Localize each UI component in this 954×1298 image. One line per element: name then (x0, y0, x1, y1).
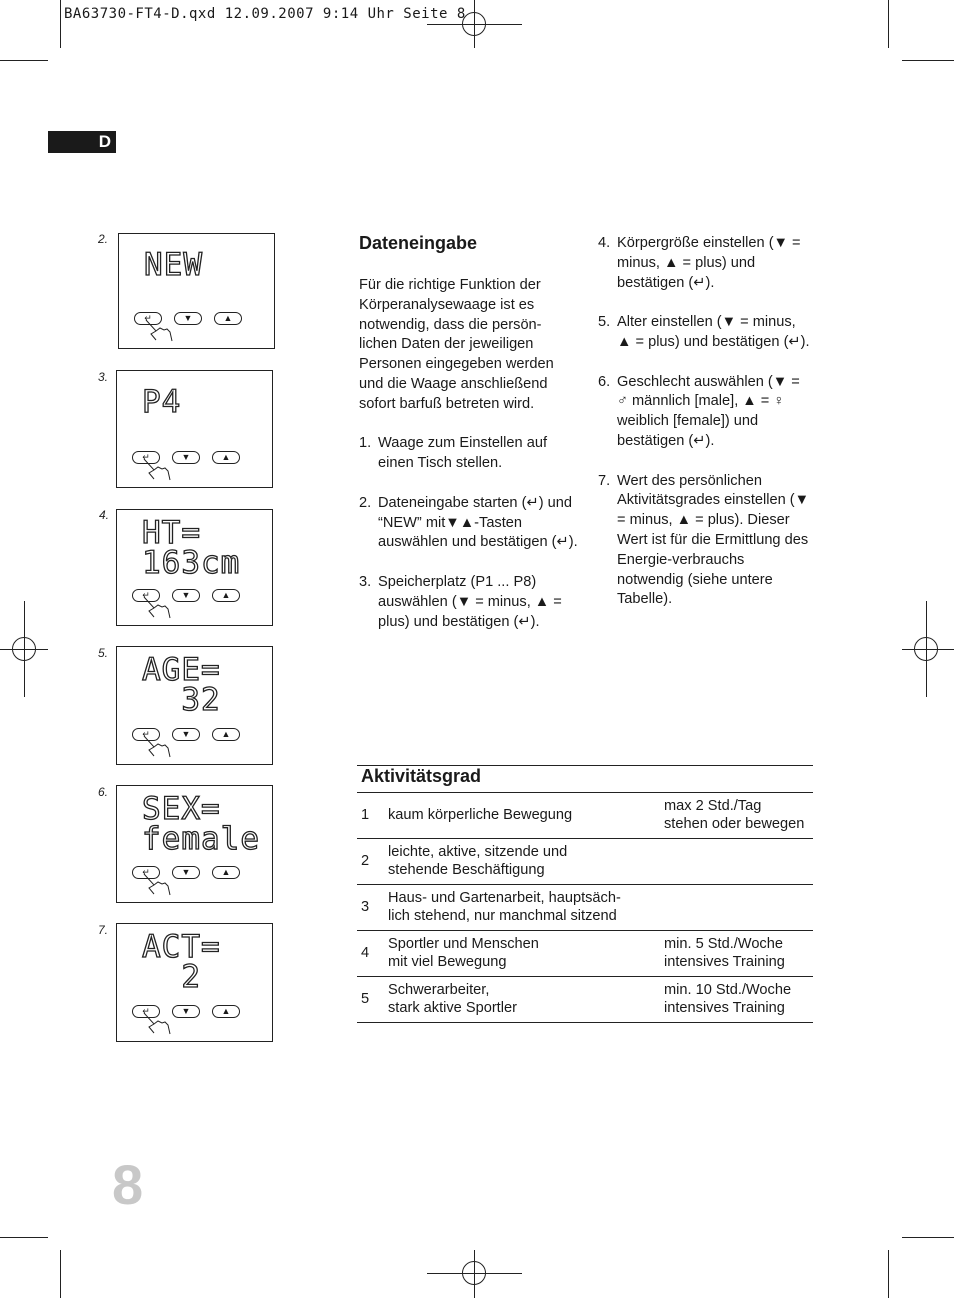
table-row (357, 977, 813, 1023)
instruction-number: 5. (598, 314, 611, 331)
instruction-number: 7. (598, 472, 611, 489)
triangle-down-icon: ▼ (181, 590, 191, 600)
down-button (172, 866, 200, 879)
enter-arrow-icon: ↵ (142, 867, 150, 877)
triangle-down-icon: ▼ (181, 452, 191, 462)
enter-arrow-icon: ↵ (142, 1006, 150, 1016)
instruction-number: 1. (359, 435, 372, 452)
instruction-step (359, 494, 579, 553)
instruction-text: Speicherplatz (P1 ... P8) auswählen (▼ = minus, ▲ = plus) und bestätigen (↵). (378, 573, 562, 630)
pointing-hand-icon (140, 593, 174, 619)
step-number: 2. (98, 232, 109, 246)
pointing-hand-icon (142, 316, 176, 342)
page-number: 8 (112, 1153, 144, 1216)
registration-mark (462, 1261, 486, 1285)
enter-arrow-icon: ↵ (142, 729, 150, 739)
scale-display-panel (116, 785, 273, 903)
instruction-step (598, 234, 813, 293)
scale-buttons (134, 312, 250, 328)
activity-description: leichte, aktive, sitzende und stehende Beschäftigung (388, 844, 568, 878)
instruction-text: Waage zum Einstellen auf einen Tisch stellen. (378, 435, 547, 472)
pointing-hand-icon (140, 1009, 174, 1035)
lcd-readout: ACT= 2 (142, 929, 221, 995)
activity-note: max 2 Std./Tag stehen oder bewegen (664, 798, 805, 832)
step-number: 5. (98, 646, 109, 660)
scale-display-panel (116, 923, 273, 1042)
step-number: 7. (98, 923, 109, 937)
crop-mark (902, 60, 954, 61)
lcd-readout: SEX= female (142, 791, 260, 857)
down-button (172, 589, 200, 602)
down-button (174, 312, 202, 325)
instruction-text: Dateneingabe starten (↵) und “NEW” mit▼▲-Tasten auswählen und bestätigen (↵). (378, 494, 578, 551)
scale-buttons (132, 866, 248, 882)
triangle-up-icon: ▲ (221, 867, 231, 877)
registration-mark (12, 637, 36, 661)
instruction-number: 2. (359, 494, 372, 511)
crop-mark (60, 1250, 61, 1298)
activity-level: 1 (361, 807, 370, 823)
triangle-up-icon: ▲ (221, 1006, 231, 1016)
triangle-up-icon: ▲ (223, 313, 233, 323)
down-button (172, 728, 200, 741)
scale-display-panel (116, 509, 273, 626)
scale-buttons (132, 451, 248, 467)
down-button (172, 451, 200, 464)
triangle-up-icon: ▲ (221, 452, 231, 462)
activity-level: 5 (361, 991, 370, 1007)
step-number: 3. (98, 370, 109, 384)
activity-note: min. 5 Std./Woche intensives Training (664, 936, 785, 970)
scale-display-panel (118, 233, 275, 349)
activity-level: 2 (361, 853, 370, 869)
up-button (212, 1005, 240, 1018)
intro-text: Für die richtige Funktion der Körperanalysewaage ist es notwendig, dass die persön-lichen Daten der jeweiligen Personen eingegeben werden und die Waage anschließend sofort barfuß betreten wird. (359, 277, 554, 412)
activity-description: Sportler und Menschen mit viel Bewegung (388, 936, 539, 970)
step-number: 4. (99, 508, 110, 522)
lcd-readout: AGE= 32 (142, 652, 221, 718)
enter-arrow-icon: ↵ (142, 590, 150, 600)
lcd-readout: NEW (144, 247, 203, 283)
triangle-down-icon: ▼ (181, 1006, 191, 1016)
table-row (357, 931, 813, 977)
activity-description: Haus- und Gartenarbeit, hauptsäch- lich stehend, nur manchmal sitzend (388, 890, 621, 924)
registration-mark (914, 637, 938, 661)
up-button (212, 589, 240, 602)
table-title: Aktivitätsgrad (361, 766, 482, 786)
pointing-hand-icon (140, 732, 174, 758)
instruction-text: Alter einstellen (▼ = minus, ▲ = plus) und bestätigen (↵). (617, 314, 810, 350)
instruction-step (359, 434, 579, 474)
crop-mark (902, 1237, 954, 1238)
triangle-up-icon: ▲ (221, 729, 231, 739)
text-column-right (598, 234, 813, 630)
step-number: 6. (98, 785, 109, 799)
up-button (212, 451, 240, 464)
crop-mark (0, 60, 48, 61)
up-button (212, 728, 240, 741)
crop-mark (888, 0, 889, 48)
pointing-hand-icon (140, 455, 174, 481)
enter-arrow-icon: ↵ (142, 452, 150, 462)
activity-table (357, 792, 813, 1023)
pointing-hand-icon (140, 870, 174, 896)
up-button (214, 312, 242, 325)
up-button (212, 866, 240, 879)
scale-buttons (132, 1005, 248, 1021)
lcd-readout: HT= 163cm (142, 515, 241, 581)
triangle-down-icon: ▼ (181, 729, 191, 739)
activity-level: 3 (361, 899, 370, 915)
instruction-step (598, 472, 813, 611)
instruction-step (598, 373, 813, 452)
activity-description: kaum körperliche Bewegung (388, 807, 573, 823)
scale-display-panel (116, 646, 273, 765)
triangle-down-icon: ▼ (183, 313, 193, 323)
instruction-number: 6. (598, 373, 611, 390)
table-row (357, 839, 813, 885)
instruction-step (598, 313, 813, 353)
language-tab: D (48, 131, 116, 153)
down-button (172, 1005, 200, 1018)
instruction-step (359, 573, 579, 632)
table-row (357, 885, 813, 931)
lcd-readout: P4 (142, 384, 182, 420)
triangle-down-icon: ▼ (181, 867, 191, 877)
triangle-up-icon: ▲ (221, 590, 231, 600)
instruction-number: 3. (359, 573, 372, 590)
section-title: Dateneingabe (359, 233, 478, 253)
table-row (357, 793, 813, 839)
crop-mark (0, 1237, 48, 1238)
crop-mark (888, 1250, 889, 1298)
scale-display-panel (116, 370, 273, 488)
instruction-text: Geschlecht auswählen (▼ = ♂ männlich [male], ▲ = ♀ weiblich [female]) und bestätigen (↵). (617, 373, 800, 449)
activity-level: 4 (361, 945, 370, 961)
instruction-text: Wert des persönlichen Aktivitätsgrades einstellen (▼ = minus, ▲ = plus). Dieser Wert ist für die Ermittlung des Energie-verbrauchs notwendig (siehe untere Tabelle). (617, 472, 810, 608)
crop-mark (60, 0, 61, 48)
enter-arrow-icon: ↵ (144, 313, 152, 323)
print-slug: BA63730-FT4-D.qxd 12.09.2007 9:14 Uhr Seite 8 (64, 6, 466, 22)
instruction-number: 4. (598, 235, 611, 251)
scale-buttons (132, 728, 248, 744)
scale-buttons (132, 589, 248, 605)
activity-note: min. 10 Std./Woche intensives Training (664, 982, 792, 1016)
instruction-text: Körpergröße einstellen (▼ = minus, ▲ = plus) und bestätigen (↵). (617, 235, 801, 291)
text-column-left (359, 232, 579, 652)
activity-description: Schwerarbeiter, stark aktive Sportler (388, 982, 517, 1016)
